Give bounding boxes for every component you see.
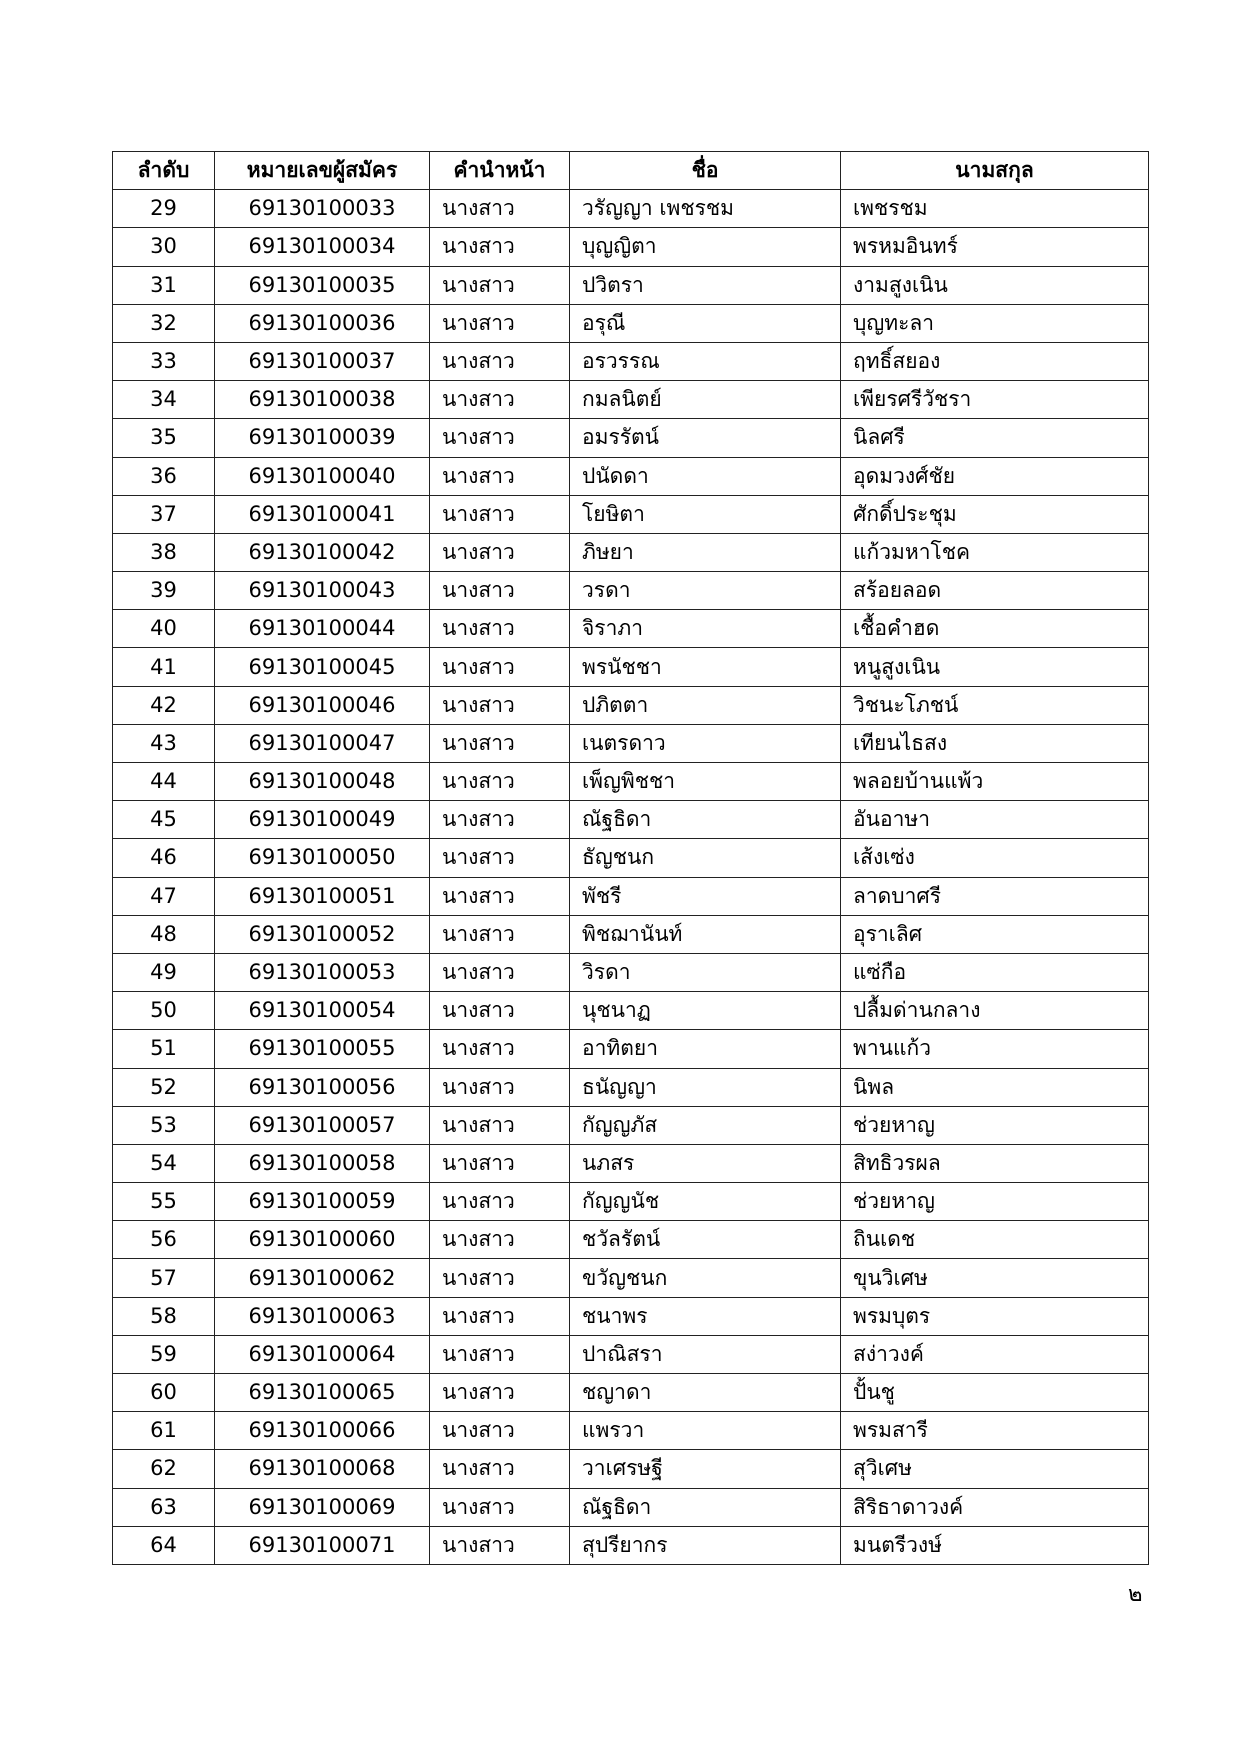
row-applicant-number: 69130100054 xyxy=(215,992,430,1030)
row-first-name: ปนัดดา xyxy=(570,457,841,495)
row-order: 37 xyxy=(113,495,215,533)
row-first-name: ปวิตรา xyxy=(570,266,841,304)
row-applicant-number: 69130100063 xyxy=(215,1297,430,1335)
table-row xyxy=(113,1259,1149,1297)
row-applicant-number: 69130100041 xyxy=(215,495,430,533)
row-order: 38 xyxy=(113,533,215,571)
table-row xyxy=(113,190,1149,228)
row-prefix: นางสาว xyxy=(430,457,570,495)
row-last-name: สง่าวงค์ xyxy=(841,1335,1149,1373)
row-applicant-number: 69130100055 xyxy=(215,1030,430,1068)
row-last-name: ขุนวิเศษ xyxy=(841,1259,1149,1297)
row-prefix: นางสาว xyxy=(430,801,570,839)
table-row xyxy=(113,839,1149,877)
table-row xyxy=(113,877,1149,915)
row-prefix: นางสาว xyxy=(430,1412,570,1450)
row-prefix: นางสาว xyxy=(430,648,570,686)
row-first-name: อรุณี xyxy=(570,304,841,342)
table-row xyxy=(113,1526,1149,1564)
row-first-name: จิราภา xyxy=(570,610,841,648)
row-last-name: สิทธิวรผล xyxy=(841,1144,1149,1182)
table-row xyxy=(113,1412,1149,1450)
header-applicant-number: หมายเลขผู้สมัคร xyxy=(215,152,430,190)
row-order: 40 xyxy=(113,610,215,648)
table-header-row xyxy=(113,152,1149,190)
table-row xyxy=(113,228,1149,266)
row-last-name: พรมบุตร xyxy=(841,1297,1149,1335)
row-order: 29 xyxy=(113,190,215,228)
row-applicant-number: 69130100042 xyxy=(215,533,430,571)
row-applicant-number: 69130100034 xyxy=(215,228,430,266)
row-applicant-number: 69130100068 xyxy=(215,1450,430,1488)
row-order: 48 xyxy=(113,915,215,953)
row-last-name: พานแก้ว xyxy=(841,1030,1149,1068)
row-applicant-number: 69130100035 xyxy=(215,266,430,304)
row-applicant-number: 69130100064 xyxy=(215,1335,430,1373)
row-applicant-number: 69130100059 xyxy=(215,1183,430,1221)
row-order: 44 xyxy=(113,763,215,801)
row-first-name: เพ็ญพิชชา xyxy=(570,763,841,801)
row-first-name: ภิษยา xyxy=(570,533,841,571)
row-last-name: ปลื้มด่านกลาง xyxy=(841,992,1149,1030)
row-order: 55 xyxy=(113,1183,215,1221)
row-last-name: อุดมวงศ์ชัย xyxy=(841,457,1149,495)
row-prefix: นางสาว xyxy=(430,533,570,571)
row-first-name: วรัญญา เพชรชม xyxy=(570,190,841,228)
row-last-name: เพชรชม xyxy=(841,190,1149,228)
row-last-name: สร้อยลอด xyxy=(841,572,1149,610)
row-last-name: ศักดิ์ประชุม xyxy=(841,495,1149,533)
table-row xyxy=(113,1488,1149,1526)
row-last-name: พรหมอินทร์ xyxy=(841,228,1149,266)
row-first-name: เนตรดาว xyxy=(570,724,841,762)
table-row xyxy=(113,992,1149,1030)
row-prefix: นางสาว xyxy=(430,1183,570,1221)
row-applicant-number: 69130100039 xyxy=(215,419,430,457)
row-last-name: แก้วมหาโชค xyxy=(841,533,1149,571)
row-order: 57 xyxy=(113,1259,215,1297)
row-applicant-number: 69130100038 xyxy=(215,381,430,419)
row-last-name: เส้งเซ่ง xyxy=(841,839,1149,877)
row-last-name: เทียนไธสง xyxy=(841,724,1149,762)
row-order: 64 xyxy=(113,1526,215,1564)
row-prefix: นางสาว xyxy=(430,839,570,877)
row-order: 49 xyxy=(113,953,215,991)
row-prefix: นางสาว xyxy=(430,992,570,1030)
row-order: 47 xyxy=(113,877,215,915)
row-first-name: กัญญภัส xyxy=(570,1106,841,1144)
row-prefix: นางสาว xyxy=(430,763,570,801)
table-row xyxy=(113,763,1149,801)
row-first-name: วรดา xyxy=(570,572,841,610)
table-row xyxy=(113,1450,1149,1488)
row-order: 39 xyxy=(113,572,215,610)
row-last-name: ถินเดช xyxy=(841,1221,1149,1259)
row-applicant-number: 69130100066 xyxy=(215,1412,430,1450)
row-last-name: หนูสูงเนิน xyxy=(841,648,1149,686)
table-body xyxy=(113,190,1149,1565)
row-order: 34 xyxy=(113,381,215,419)
row-last-name: เชื้อคำฮด xyxy=(841,610,1149,648)
row-prefix: นางสาว xyxy=(430,724,570,762)
row-prefix: นางสาว xyxy=(430,1526,570,1564)
row-order: 41 xyxy=(113,648,215,686)
row-applicant-number: 69130100033 xyxy=(215,190,430,228)
row-order: 35 xyxy=(113,419,215,457)
header-order: ลำดับ xyxy=(113,152,215,190)
row-order: 46 xyxy=(113,839,215,877)
row-applicant-number: 69130100056 xyxy=(215,1068,430,1106)
header-prefix: คำนำหน้า xyxy=(430,152,570,190)
table-row xyxy=(113,1030,1149,1068)
row-prefix: นางสาว xyxy=(430,877,570,915)
row-prefix: นางสาว xyxy=(430,915,570,953)
row-prefix: นางสาว xyxy=(430,266,570,304)
row-order: 32 xyxy=(113,304,215,342)
row-last-name: ลาดบาศรี xyxy=(841,877,1149,915)
row-applicant-number: 69130100036 xyxy=(215,304,430,342)
row-first-name: พัชรี xyxy=(570,877,841,915)
row-first-name: ธัญชนก xyxy=(570,839,841,877)
table-row xyxy=(113,724,1149,762)
row-last-name: พลอยบ้านแพ้ว xyxy=(841,763,1149,801)
row-last-name: อุราเลิศ xyxy=(841,915,1149,953)
row-order: 51 xyxy=(113,1030,215,1068)
row-first-name: โยษิตา xyxy=(570,495,841,533)
row-first-name: ธนัญญา xyxy=(570,1068,841,1106)
row-last-name: สุวิเศษ xyxy=(841,1450,1149,1488)
table-row xyxy=(113,495,1149,533)
row-applicant-number: 69130100062 xyxy=(215,1259,430,1297)
row-order: 58 xyxy=(113,1297,215,1335)
row-prefix: นางสาว xyxy=(430,1030,570,1068)
row-last-name: เพียรศรีวัชรา xyxy=(841,381,1149,419)
row-prefix: นางสาว xyxy=(430,381,570,419)
row-applicant-number: 69130100049 xyxy=(215,801,430,839)
row-last-name: ปั้นชู xyxy=(841,1374,1149,1412)
table-row xyxy=(113,1374,1149,1412)
row-applicant-number: 69130100047 xyxy=(215,724,430,762)
row-last-name: นิลศรี xyxy=(841,419,1149,457)
row-prefix: นางสาว xyxy=(430,1221,570,1259)
row-prefix: นางสาว xyxy=(430,1106,570,1144)
row-last-name: นิพล xyxy=(841,1068,1149,1106)
row-order: 43 xyxy=(113,724,215,762)
table-row xyxy=(113,953,1149,991)
row-order: 33 xyxy=(113,342,215,380)
table-row xyxy=(113,1221,1149,1259)
row-prefix: นางสาว xyxy=(430,1335,570,1373)
table-row xyxy=(113,1335,1149,1373)
table-row xyxy=(113,266,1149,304)
row-applicant-number: 69130100060 xyxy=(215,1221,430,1259)
row-first-name: นภสร xyxy=(570,1144,841,1182)
table-row xyxy=(113,686,1149,724)
row-order: 60 xyxy=(113,1374,215,1412)
row-prefix: นางสาว xyxy=(430,953,570,991)
row-prefix: นางสาว xyxy=(430,686,570,724)
row-last-name: งามสูงเนิน xyxy=(841,266,1149,304)
row-order: 45 xyxy=(113,801,215,839)
row-prefix: นางสาว xyxy=(430,1068,570,1106)
row-first-name: พรนัชชา xyxy=(570,648,841,686)
row-applicant-number: 69130100045 xyxy=(215,648,430,686)
table-row xyxy=(113,342,1149,380)
row-applicant-number: 69130100071 xyxy=(215,1526,430,1564)
table-row xyxy=(113,304,1149,342)
row-prefix: นางสาว xyxy=(430,572,570,610)
row-applicant-number: 69130100048 xyxy=(215,763,430,801)
row-applicant-number: 69130100043 xyxy=(215,572,430,610)
row-first-name: ปาณิสรา xyxy=(570,1335,841,1373)
row-first-name: แพรวา xyxy=(570,1412,841,1450)
table-row xyxy=(113,1183,1149,1221)
row-applicant-number: 69130100053 xyxy=(215,953,430,991)
row-applicant-number: 69130100058 xyxy=(215,1144,430,1182)
row-prefix: นางสาว xyxy=(430,1450,570,1488)
table-row xyxy=(113,1297,1149,1335)
row-first-name: อรวรรณ xyxy=(570,342,841,380)
table-row xyxy=(113,381,1149,419)
row-prefix: นางสาว xyxy=(430,419,570,457)
row-order: 42 xyxy=(113,686,215,724)
row-prefix: นางสาว xyxy=(430,1374,570,1412)
table-row xyxy=(113,1106,1149,1144)
row-first-name: วิรดา xyxy=(570,953,841,991)
row-last-name: ฤทธิ์สยอง xyxy=(841,342,1149,380)
row-last-name: ช่วยหาญ xyxy=(841,1106,1149,1144)
table-row xyxy=(113,801,1149,839)
row-prefix: นางสาว xyxy=(430,610,570,648)
row-first-name: ณัฐธิดา xyxy=(570,1488,841,1526)
row-prefix: นางสาว xyxy=(430,342,570,380)
row-prefix: นางสาว xyxy=(430,190,570,228)
row-applicant-number: 69130100037 xyxy=(215,342,430,380)
row-first-name: ขวัญชนก xyxy=(570,1259,841,1297)
row-applicant-number: 69130100044 xyxy=(215,610,430,648)
row-last-name: สิริธาดาวงค์ xyxy=(841,1488,1149,1526)
row-last-name: มนตรีวงษ์ xyxy=(841,1526,1149,1564)
page-number: ๒ xyxy=(1128,1582,1143,1607)
row-last-name: วิชนะโภชน์ xyxy=(841,686,1149,724)
row-last-name: อันอาษา xyxy=(841,801,1149,839)
table-row xyxy=(113,915,1149,953)
row-first-name: กมลนิตย์ xyxy=(570,381,841,419)
row-prefix: นางสาว xyxy=(430,495,570,533)
row-order: 59 xyxy=(113,1335,215,1373)
row-last-name: พรมสารี xyxy=(841,1412,1149,1450)
table-row xyxy=(113,533,1149,571)
row-prefix: นางสาว xyxy=(430,304,570,342)
row-last-name: บุญทะลา xyxy=(841,304,1149,342)
row-applicant-number: 69130100046 xyxy=(215,686,430,724)
row-applicant-number: 69130100057 xyxy=(215,1106,430,1144)
header-first-name: ชื่อ xyxy=(570,152,841,190)
row-first-name: ณัฐธิดา xyxy=(570,801,841,839)
row-order: 50 xyxy=(113,992,215,1030)
row-order: 54 xyxy=(113,1144,215,1182)
table-row xyxy=(113,1144,1149,1182)
row-first-name: ชญาดา xyxy=(570,1374,841,1412)
row-order: 52 xyxy=(113,1068,215,1106)
row-order: 62 xyxy=(113,1450,215,1488)
row-order: 31 xyxy=(113,266,215,304)
row-first-name: ชนาพร xyxy=(570,1297,841,1335)
row-order: 30 xyxy=(113,228,215,266)
row-order: 61 xyxy=(113,1412,215,1450)
table-row xyxy=(113,1068,1149,1106)
table-row xyxy=(113,572,1149,610)
header-last-name: นามสกุล xyxy=(841,152,1149,190)
row-applicant-number: 69130100040 xyxy=(215,457,430,495)
row-prefix: นางสาว xyxy=(430,1144,570,1182)
row-first-name: วาเศรษฐี xyxy=(570,1450,841,1488)
row-applicant-number: 69130100052 xyxy=(215,915,430,953)
table-row xyxy=(113,610,1149,648)
row-applicant-number: 69130100069 xyxy=(215,1488,430,1526)
row-last-name: แซ่กือ xyxy=(841,953,1149,991)
table-row xyxy=(113,648,1149,686)
row-first-name: กัญญนัช xyxy=(570,1183,841,1221)
row-first-name: นุชนาฏ xyxy=(570,992,841,1030)
table-row xyxy=(113,457,1149,495)
row-order: 56 xyxy=(113,1221,215,1259)
row-prefix: นางสาว xyxy=(430,1297,570,1335)
row-last-name: ช่วยหาญ xyxy=(841,1183,1149,1221)
row-applicant-number: 69130100065 xyxy=(215,1374,430,1412)
row-first-name: อาทิตยา xyxy=(570,1030,841,1068)
row-applicant-number: 69130100050 xyxy=(215,839,430,877)
row-order: 53 xyxy=(113,1106,215,1144)
row-first-name: อมรรัตน์ xyxy=(570,419,841,457)
table-row xyxy=(113,419,1149,457)
row-first-name: พิชฌานันท์ xyxy=(570,915,841,953)
row-prefix: นางสาว xyxy=(430,1259,570,1297)
row-prefix: นางสาว xyxy=(430,228,570,266)
candidate-table xyxy=(112,151,1149,1565)
row-first-name: ปภิตตา xyxy=(570,686,841,724)
row-prefix: นางสาว xyxy=(430,1488,570,1526)
row-order: 63 xyxy=(113,1488,215,1526)
row-order: 36 xyxy=(113,457,215,495)
row-first-name: ชวัลรัตน์ xyxy=(570,1221,841,1259)
row-first-name: สุปรียากร xyxy=(570,1526,841,1564)
row-applicant-number: 69130100051 xyxy=(215,877,430,915)
row-first-name: บุญญิตา xyxy=(570,228,841,266)
